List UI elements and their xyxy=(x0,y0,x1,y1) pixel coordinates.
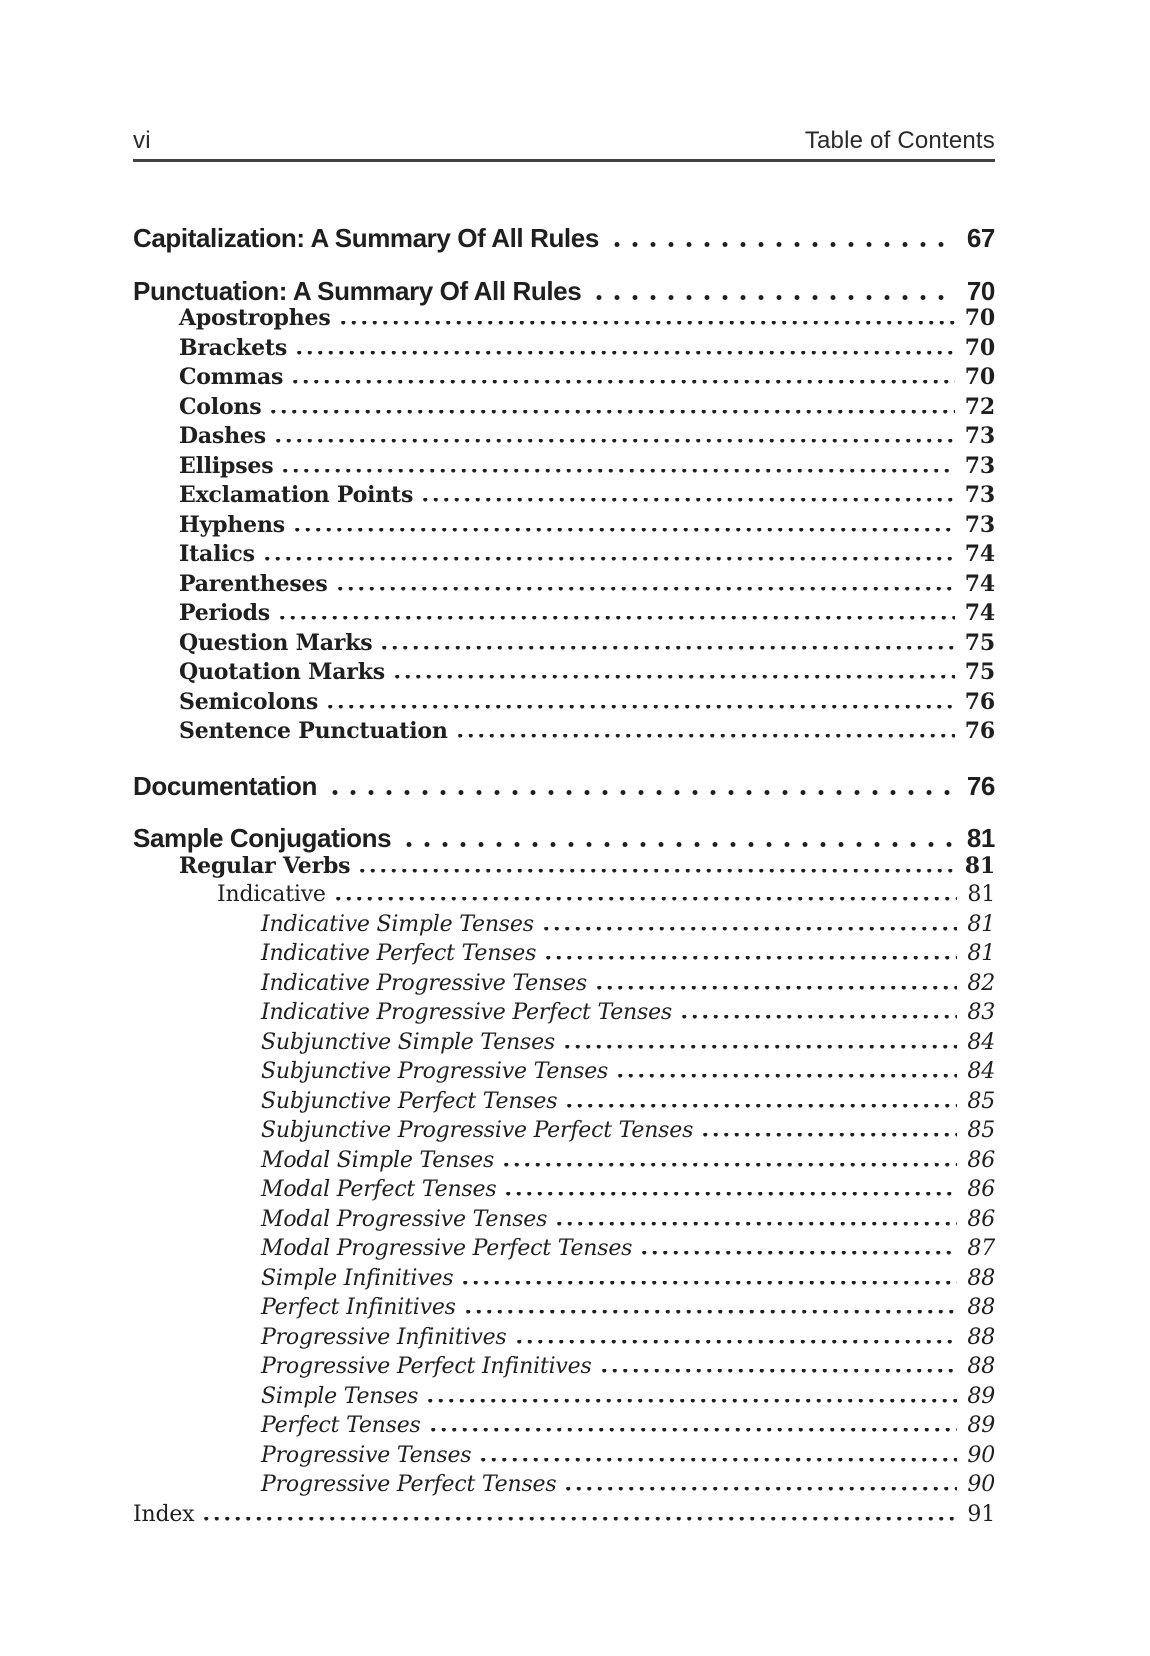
toc-entry-label: Subjunctive Progressive Tenses xyxy=(261,1059,609,1084)
toc-entry-modal-simple-tenses xyxy=(133,1148,995,1178)
toc-entry-page: 84 xyxy=(967,1059,995,1084)
toc-entry-progressive-infinitives xyxy=(133,1325,995,1355)
dot-leader xyxy=(293,351,955,355)
toc-entry-label: Punctuation: A Summary Of All Rules xyxy=(133,275,582,306)
dot-leader xyxy=(678,1015,957,1019)
toc-entry-brackets xyxy=(133,335,995,365)
toc-entry-page: 76 xyxy=(964,718,995,744)
toc-entry-label: Simple Infinitives xyxy=(261,1265,454,1291)
toc-entry-label: Perfect Tenses xyxy=(261,1413,421,1438)
toc-entry-page: 88 xyxy=(967,1295,995,1320)
toc-entry-label: Regular Verbs xyxy=(179,852,351,879)
toc-entry-indicative-progressive-perfect-tenses xyxy=(133,1000,995,1030)
dot-leader xyxy=(502,1192,957,1196)
toc-entry-regular-verbs xyxy=(133,853,995,883)
toc-entry-page: 86 xyxy=(967,1147,995,1173)
dot-leader xyxy=(561,1045,957,1049)
dot-leader xyxy=(459,1281,957,1285)
toc-entry-label: Quotation Marks xyxy=(179,659,385,685)
toc-entry-label: Modal Progressive Perfect Tenses xyxy=(261,1236,633,1261)
dot-leader xyxy=(607,242,955,247)
toc-entry-label: Progressive Perfect Infinitives xyxy=(261,1354,592,1379)
toc-entry-label: Hyphens xyxy=(179,511,285,538)
dot-leader xyxy=(291,528,955,532)
dot-leader xyxy=(462,1310,958,1314)
toc-entry-label: Indicative Progressive Perfect Tenses xyxy=(261,1000,672,1025)
toc-entry-page: 75 xyxy=(964,659,995,685)
toc-entry-label: Semicolons xyxy=(179,688,319,715)
dot-leader xyxy=(324,705,955,709)
toc-entry-subjunctive-perfect-tenses xyxy=(133,1089,995,1119)
toc-entry-label: Perfect Infinitives xyxy=(261,1295,456,1320)
dot-leader xyxy=(276,616,955,620)
toc-entry-label: Capitalization: A Summary Of All Rules xyxy=(133,223,599,253)
toc-entry-label: Colons xyxy=(179,393,262,420)
toc-entry-label: Ellipses xyxy=(179,452,274,479)
toc-entry-label: Parentheses xyxy=(179,570,328,597)
toc-entry-punctuation-a-summary-of-all-rules xyxy=(133,276,995,306)
toc-entry-label: Subjunctive Perfect Tenses xyxy=(261,1088,558,1114)
toc-entry-page: 70 xyxy=(966,275,995,306)
toc-entry-page: 70 xyxy=(964,305,995,331)
dot-leader xyxy=(542,956,957,960)
dot-leader xyxy=(589,295,955,300)
toc-entry-page: 73 xyxy=(964,423,995,449)
toc-entry-periods xyxy=(133,600,995,630)
toc-entry-colons xyxy=(133,394,995,424)
dot-leader xyxy=(399,842,955,847)
toc-entry-label: Brackets xyxy=(179,334,288,361)
toc-entry-modal-progressive-perfect-tenses xyxy=(133,1236,995,1266)
toc-entry-simple-tenses xyxy=(133,1384,995,1414)
dot-leader xyxy=(332,897,958,901)
folio-page-number: vi xyxy=(133,127,151,154)
toc-entry-page: 73 xyxy=(964,452,995,479)
toc-entry-label: Documentation xyxy=(133,770,318,801)
toc-entry-ellipses xyxy=(133,453,995,483)
dot-leader xyxy=(614,1074,957,1078)
toc-entry-page: 83 xyxy=(967,1000,995,1025)
toc-entry-label: Progressive Infinitives xyxy=(261,1324,507,1350)
toc-entry-label: Dashes xyxy=(179,423,266,449)
toc-entry-page: 75 xyxy=(964,629,995,656)
toc-entry-page: 82 xyxy=(967,970,995,996)
toc-entry-sample-conjugations xyxy=(133,823,995,853)
toc-entry-page: 88 xyxy=(967,1354,995,1379)
toc-entry-subjunctive-progressive-tenses xyxy=(133,1059,995,1089)
dot-leader xyxy=(279,469,954,473)
dot-leader xyxy=(325,790,955,795)
toc-entry-page: 72 xyxy=(964,393,995,420)
toc-entry-quotation-marks xyxy=(133,659,995,689)
toc-entry-italics xyxy=(133,541,995,571)
toc-entry-page: 81 xyxy=(967,941,995,966)
toc-entry-label: Progressive Perfect Tenses xyxy=(261,1472,557,1497)
toc-entry-label: Index xyxy=(133,1501,195,1527)
toc-entry-label: Indicative xyxy=(217,882,326,907)
toc-entry-page: 88 xyxy=(967,1324,995,1350)
toc-entry-indicative xyxy=(133,882,995,912)
toc-entry-indicative-simple-tenses xyxy=(133,912,995,942)
toc-entry-page: 85 xyxy=(967,1118,995,1143)
toc-entry-label: Apostrophes xyxy=(179,305,331,331)
toc-entry-page: 87 xyxy=(967,1236,995,1261)
dot-leader xyxy=(261,557,955,561)
toc-entry-question-marks xyxy=(133,630,995,660)
toc-entry-page: 76 xyxy=(964,688,995,715)
toc-entry-page: 91 xyxy=(967,1501,995,1527)
dot-leader xyxy=(540,927,958,931)
dot-leader xyxy=(419,498,955,502)
running-header xyxy=(133,0,995,162)
toc-entry-page: 81 xyxy=(966,823,995,853)
toc-entry-page: 90 xyxy=(967,1472,995,1497)
toc-entry-label: Commas xyxy=(179,364,284,390)
toc-entry-progressive-perfect-infinitives xyxy=(133,1354,995,1384)
toc-entry-simple-infinitives xyxy=(133,1266,995,1296)
toc-entry-label: Sample Conjugations xyxy=(133,823,392,853)
toc-entry-dashes xyxy=(133,423,995,453)
dot-leader xyxy=(553,1222,957,1226)
toc-entry-perfect-infinitives xyxy=(133,1295,995,1325)
dot-leader xyxy=(427,1428,958,1432)
dot-leader xyxy=(356,869,954,873)
toc-entry-page: 74 xyxy=(964,600,995,626)
toc-entry-page: 88 xyxy=(967,1265,995,1291)
toc-entry-modal-progressive-tenses xyxy=(133,1207,995,1237)
toc-entry-page: 85 xyxy=(967,1088,995,1114)
toc-entry-progressive-perfect-tenses xyxy=(133,1472,995,1502)
toc-entry-label: Modal Simple Tenses xyxy=(261,1147,495,1173)
dot-leader xyxy=(598,1369,958,1373)
toc-entry-page: 76 xyxy=(966,770,995,801)
toc-entry-page: 70 xyxy=(964,364,995,390)
toc-entry-page: 81 xyxy=(967,911,995,937)
toc-entry-label: Simple Tenses xyxy=(261,1383,419,1409)
toc-entry-label: Progressive Tenses xyxy=(261,1442,472,1468)
toc-entry-subjunctive-simple-tenses xyxy=(133,1030,995,1060)
dot-leader xyxy=(378,646,954,650)
toc-entry-page: 73 xyxy=(964,511,995,538)
dot-leader xyxy=(454,734,955,738)
toc-entry-page: 67 xyxy=(966,223,995,253)
toc-entry-page: 90 xyxy=(967,1442,995,1468)
dot-leader xyxy=(337,321,955,325)
toc-entry-page: 81 xyxy=(964,852,995,879)
toc-entry-label: Periods xyxy=(179,600,270,626)
toc-entry-page: 89 xyxy=(967,1413,995,1438)
toc-entry-label: Question Marks xyxy=(179,629,373,656)
toc-entry-label: Sentence Punctuation xyxy=(179,718,448,744)
dot-leader xyxy=(563,1104,957,1108)
toc-entry-subjunctive-progressive-perfect-tenses xyxy=(133,1118,995,1148)
toc-entry-page: 81 xyxy=(967,882,995,907)
toc-entry-page: 84 xyxy=(967,1029,995,1055)
dot-leader xyxy=(513,1340,958,1344)
dot-leader xyxy=(562,1487,957,1491)
toc-entry-label: Modal Progressive Tenses xyxy=(261,1206,548,1232)
dot-leader xyxy=(334,587,955,591)
toc-entry-page: 89 xyxy=(967,1383,995,1409)
dot-leader xyxy=(391,675,955,679)
toc-entry-label: Subjunctive Simple Tenses xyxy=(261,1029,555,1055)
toc-entry-page: 86 xyxy=(967,1206,995,1232)
toc-entry-progressive-tenses xyxy=(133,1443,995,1473)
dot-leader xyxy=(699,1133,957,1137)
toc-entry-page: 73 xyxy=(964,482,995,508)
toc-entry-hyphens xyxy=(133,512,995,542)
dot-leader xyxy=(289,380,955,384)
toc-entry-label: Italics xyxy=(179,541,255,567)
toc-entry-page: 86 xyxy=(967,1177,995,1202)
toc-entry-capitalization-a-summary-of-all-rules xyxy=(133,223,995,253)
dot-leader xyxy=(424,1399,957,1403)
toc-entry-perfect-tenses xyxy=(133,1413,995,1443)
toc-entry-exclamation-points xyxy=(133,482,995,512)
toc-entry-label: Indicative Simple Tenses xyxy=(261,911,534,937)
dot-leader xyxy=(272,439,955,443)
toc-entry-index xyxy=(133,1502,995,1532)
toc-entry-indicative-perfect-tenses xyxy=(133,941,995,971)
toc-entry-page: 74 xyxy=(964,541,995,567)
dot-leader xyxy=(200,1517,957,1521)
running-header-title: Table of Contents xyxy=(804,127,995,154)
toc-entry-commas xyxy=(133,364,995,394)
toc-entry-documentation xyxy=(133,771,995,801)
toc-entry-parentheses xyxy=(133,571,995,601)
toc-entry-semicolons xyxy=(133,689,995,719)
toc-entry-page: 70 xyxy=(964,334,995,361)
toc-entry-label: Subjunctive Progressive Perfect Tenses xyxy=(261,1118,694,1143)
dot-leader xyxy=(638,1251,957,1255)
toc-entry-apostrophes xyxy=(133,305,995,335)
toc-entry-modal-perfect-tenses xyxy=(133,1177,995,1207)
dot-leader xyxy=(477,1458,957,1462)
dot-leader xyxy=(267,410,954,414)
toc-entry-label: Modal Perfect Tenses xyxy=(261,1177,497,1202)
toc-entry-indicative-progressive-tenses xyxy=(133,971,995,1001)
toc-entry-label: Indicative Progressive Tenses xyxy=(261,970,587,996)
table-of-contents xyxy=(133,223,995,1531)
toc-entry-label: Exclamation Points xyxy=(179,482,414,508)
dot-leader xyxy=(500,1163,957,1167)
toc-entry-sentence-punctuation xyxy=(133,718,995,748)
dot-leader xyxy=(593,986,957,990)
toc-entry-page: 74 xyxy=(964,570,995,597)
toc-entry-label: Indicative Perfect Tenses xyxy=(261,941,537,966)
